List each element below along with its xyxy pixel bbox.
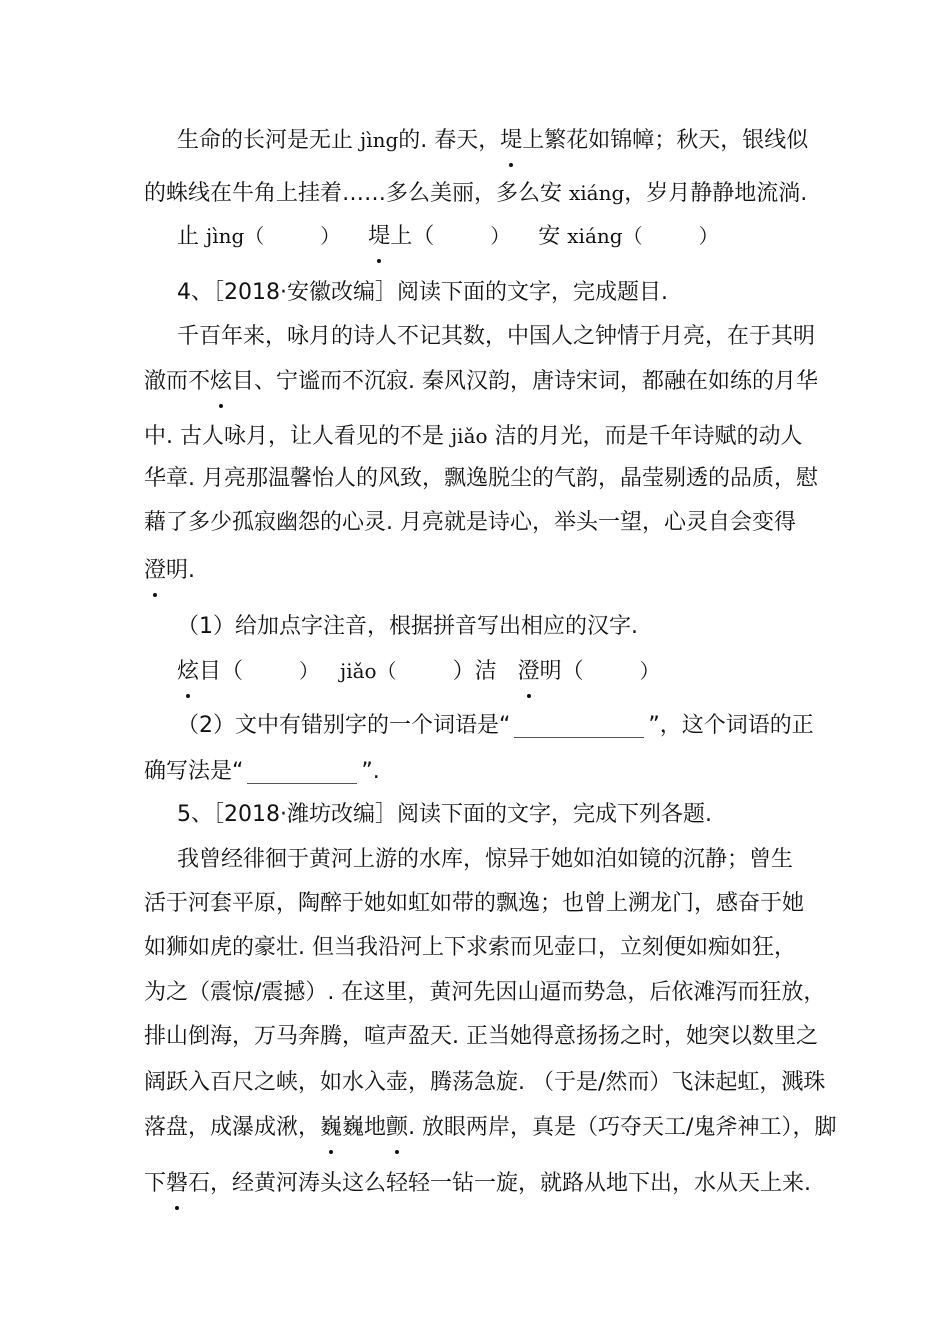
dotted-char: 炫 [177, 655, 199, 689]
question-5-heading: 5、［2018·潍坊改编］阅读下面的文字，完成下列各题. [177, 802, 712, 827]
sub-question-1: （1）给加点字注音，根据拼音写出相应的汉字. [177, 614, 638, 639]
dotted-char: 颤 [386, 1111, 408, 1145]
question-4-heading: 4、［2018·安徽改编］阅读下面的文字，完成题目. [177, 280, 668, 305]
dotted-char: 磐 [166, 1167, 188, 1201]
passage-line: 排山倒海，万马奔腾，喧声盈天. 正当她得意扬扬之时，她突以数里之 [144, 1024, 818, 1049]
passage-line: 落盘，成瀑成湫，巍巍地颤. 放眼两岸，真是（巧夺天工/鬼斧神工），脚 [144, 1111, 824, 1145]
passage-line: 澄明. [144, 554, 824, 588]
passage-line: 中. 古人咏月，让人看见的不是 jiǎo 洁的月光，而是千年诗赋的动人 [144, 424, 803, 449]
dotted-char: 堤 [368, 220, 390, 254]
answer-blank[interactable] [247, 759, 357, 784]
passage-line: 阔跃入百尺之峡，如水入壶，腾荡急旋. （于是/然而）飞沫起虹，溅珠 [144, 1070, 826, 1095]
passage-line: 的蛛线在牛角上挂着……多么美丽，多么安 xiáng，岁月静静地流淌. [144, 181, 808, 206]
sub-question-2: （2）文中有错别字的一个词语是“ ”，这个词语的正 [177, 713, 814, 738]
passage-line: 千百年来，咏月的诗人不记其数，中国人之钟情于月亮，在于其明 [177, 324, 816, 349]
passage-line: 我曾经徘徊于黄河上游的水库，惊异于她如泊如镜的沉静；曾生 [177, 847, 794, 872]
passage-line: 藉了多少孤寂幽怨的心灵. 月亮就是诗心，举头一望，心灵自会变得 [144, 510, 796, 535]
answer-blank[interactable] [514, 713, 644, 738]
dotted-char: 炫 [210, 365, 232, 399]
passage-line: 生命的长河是无止 jìng的. 春天，堤上繁花如锦幛；秋天，银线似 [177, 123, 857, 157]
passage-line: 华章. 月亮那温馨怡人的风致，飘逸脱尘的气韵，晶莹剔透的品质，慰 [144, 466, 818, 491]
pinyin-xiang: xiáng [569, 181, 625, 205]
passage-line: 下磐石，经黄河涛头这么轻轻一钻一旋，就路从地下出，水从天上来. [144, 1167, 824, 1201]
pinyin-jiao: jiǎo [450, 424, 488, 448]
answer-line: 炫目（ ） jiǎo（ ）洁 澄明（ ） [177, 654, 857, 688]
dotted-char: 巍 [320, 1111, 342, 1145]
sub-question-2-cont: 确写法是“ ”. [144, 759, 380, 784]
passage-line: 活于河套平原，陶醉于她如虹如带的飘逸；也曾上溯龙门，感奋于她 [144, 891, 805, 916]
passage-line: 如狮如虎的豪壮. 但当我沿河上下求索而见壶口，立刻便如痴如狂， [144, 935, 796, 960]
answer-line: 止 jìng（ ） 堤上（ ） 安 xiáng（ ） [177, 219, 857, 253]
passage-line: 澈而不炫目、宁谧而不沉寂. 秦风汉韵，唐诗宋词，都融在如练的月华 [144, 365, 824, 399]
passage-line: 为之（震惊/震撼）. 在这里，黄河先因山逼而势急，后依滩泻而狂放， [144, 980, 826, 1005]
dotted-char: 堤 [500, 124, 522, 158]
dotted-char: 澄 [144, 554, 166, 588]
pinyin-jing: jìng [360, 128, 399, 152]
dotted-char: 澄 [518, 655, 540, 689]
